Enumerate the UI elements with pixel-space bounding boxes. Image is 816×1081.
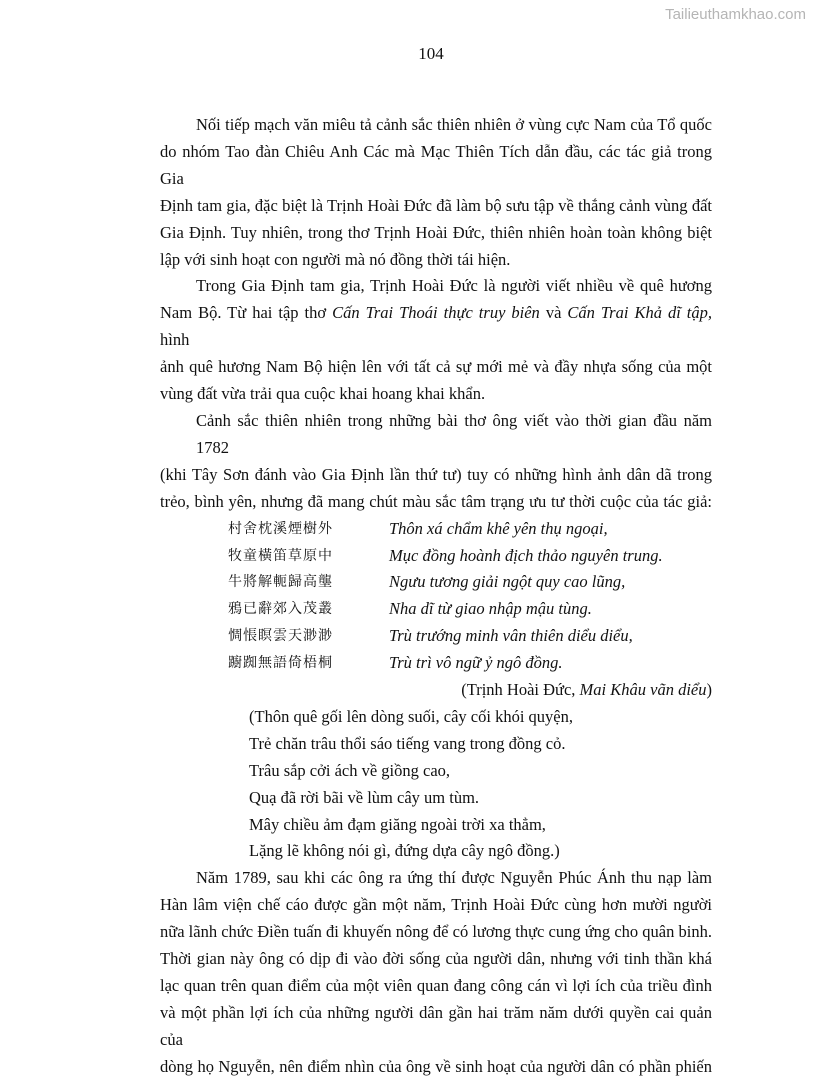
text-line: Trong Gia Định tam gia, Trịnh Hoài Đức là người viết nhiều về quê hương (196, 276, 712, 296)
poem (160, 516, 712, 704)
text-line: do nhóm Tao đàn Chiêu Anh Các mà Mạc Thiên Tích dẫn đầu, các tác giả trong Gia (160, 141, 712, 188)
text-line: ảnh quê hương Nam Bộ hiện lên với tất cả sự mới mẻ và đầy nhựa sống của một (160, 357, 712, 377)
text: Nam Bộ. Từ hai tập thơ (160, 303, 333, 323)
poem-line (160, 623, 712, 650)
poem-line (160, 650, 712, 677)
watermark: Tailieuthamkhao.com (665, 6, 806, 23)
poem-line (160, 543, 712, 570)
poem-line (160, 516, 712, 543)
text-line: (khi Tây Sơn đánh vào Gia Định lần thứ tư) tuy có những hình ảnh dân dã trong (160, 464, 712, 484)
translation-line: Trâu sắp cởi ách về giồng cao, (249, 760, 451, 780)
translation (160, 704, 712, 865)
text-line: Hàn lâm viện chế cáo được gần một năm, Trịnh Hoài Đức cùng hơn mười người (160, 895, 712, 915)
han-text: 村舍枕溪煙樹外 (228, 520, 333, 537)
text-line (160, 300, 712, 354)
translation-line: (Thôn quê gối lên dòng suối, cây cối khói quyện, (249, 706, 573, 726)
document-body (160, 112, 712, 1081)
text-line: Gia Định. Tuy nhiên, trong thơ Trịnh Hoài Đức, thiên nhiên hoàn toàn không biệt (160, 222, 712, 242)
han-text: 惆悵瞑雲天渺渺 (228, 628, 333, 645)
citation-work: Mai Khâu vãn diểu (579, 680, 707, 700)
transliteration: Thôn xá chẩm khê yên thụ ngoại, (389, 518, 608, 538)
text: và (539, 303, 568, 323)
text-line: và một phần lợi ích của những người dân gần hai trăm năm dưới quyền cai quản của (160, 1002, 712, 1049)
text-line: Thời gian này ông có dịp đi vào đời sống của người dân, nhưng với tinh thần khá (160, 949, 712, 969)
citation-close: ) (706, 680, 712, 700)
paragraph-2 (160, 273, 712, 408)
paragraph-3 (160, 408, 712, 516)
transliteration: Nha dĩ từ giao nhập mậu tùng. (389, 599, 592, 619)
translation-line: Quạ đã rời bãi về lùm cây um tùm. (249, 787, 480, 807)
han-text: 牛將解軛歸高壟 (228, 574, 333, 591)
text-line: nữa lãnh chức Điền tuấn đi khuyến nông để có lương thực cung ứng cho quân binh. (160, 922, 712, 942)
transliteration: Trù trướng minh vân thiên diểu diểu, (389, 626, 633, 646)
transliteration: Ngưu tương giải ngột quy cao lũng, (389, 572, 626, 592)
transliteration: Mục đồng hoành địch thảo nguyên trung. (389, 545, 663, 565)
text-line: Định tam gia, đặc biệt là Trịnh Hoài Đức đã làm bộ sưu tập về thắng cảnh vùng đất (160, 195, 712, 215)
paragraph-1 (160, 112, 712, 273)
book-title: Cấn Trai Thoái thực truy biên (332, 303, 540, 323)
book-title: Cấn Trai Khả dĩ tập, (567, 303, 713, 323)
text-line: trẻo, bình yên, nhưng đã mang chút màu sắc tâm trạng ưu tư thời cuộc của tác giả: (160, 491, 712, 511)
text: hình (160, 330, 190, 350)
poem-citation (160, 677, 712, 704)
text-line: dòng họ Nguyễn, nên điểm nhìn của ông về sinh hoạt của người dân có phần phiến (160, 1056, 712, 1076)
text-line: Cảnh sắc thiên nhiên trong những bài thơ ông viết vào thời gian đầu năm 1782 (196, 410, 712, 457)
han-text: 鴉已辭郊入茂叢 (228, 601, 333, 618)
page-number: 104 (418, 44, 444, 63)
translation-line: Trẻ chăn trâu thổi sáo tiếng vang trong đồng cỏ. (249, 733, 566, 753)
han-text: 躕踟無語倚梧桐 (228, 655, 333, 672)
text-line: Nối tiếp mạch văn miêu tả cảnh sắc thiên nhiên ở vùng cực Nam của Tổ quốc (196, 115, 712, 134)
citation-author: (Trịnh Hoài Đức, (461, 680, 580, 700)
text-line: Năm 1789, sau khi các ông ra ứng thí được Nguyễn Phúc Ánh thu nạp làm (196, 868, 712, 888)
translation-line: Lặng lẽ không nói gì, đứng dựa cây ngô đồng.) (249, 841, 560, 861)
translation-line: Mây chiều ảm đạm giăng ngoài trời xa thẳm, (249, 814, 546, 834)
han-text: 牧童橫笛草原中 (228, 547, 333, 564)
paragraph-4 (160, 865, 712, 1080)
poem-line (160, 596, 712, 623)
transliteration: Trù trì vô ngữ ỷ ngô đồng. (389, 653, 563, 673)
text-line: lập với sinh hoạt con người mà nó đồng thời tái hiện. (160, 249, 511, 269)
text-line: lạc quan trên quan điểm của một viên quan đang công cán vì lợi ích của triều đình (160, 976, 712, 995)
text-line: vùng đất vừa trải qua cuộc khai hoang khai khẩn. (160, 384, 486, 404)
poem-line (160, 569, 712, 596)
